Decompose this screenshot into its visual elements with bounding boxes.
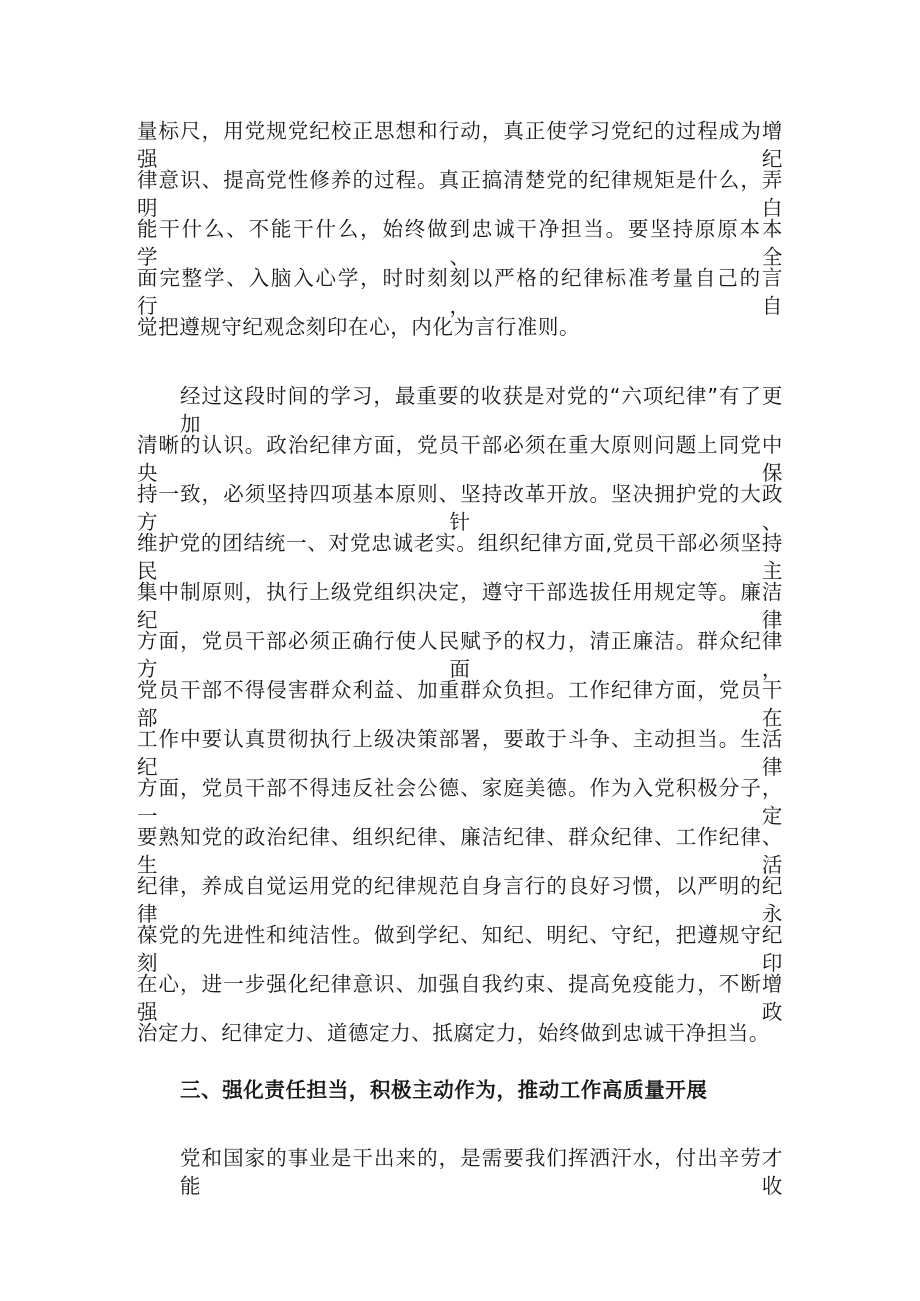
paragraph-2-line-6: 方面，党员干部必须正确行使人民赋予的权力，清正廉洁。群众纪律方面， [137,629,783,681]
paragraph-2-line-13: 在心，进一步强化纪律意识、加强自我约束、提高免疫能力，不断增强政 [137,972,783,1024]
paragraph-1-line-5: 觉把遵规守纪观念刻印在心，内化为言行准则。 [137,315,581,339]
paragraph-1-line-3: 能干什么、不能干什么，始终做到忠诚干净担当。要坚持原原本本学、全 [137,217,783,269]
paragraph-2-line-4: 维护党的团结统一、对党忠诚老实。组织纪律方面,党员干部必须坚持民主 [137,531,783,583]
paragraph-2-line-8: 工作中要认真贯彻执行上级决策部署，要敢于斗争、主动担当。生活纪律 [137,727,783,779]
paragraph-2-line-2: 清晰的认识。政治纪律方面，党员干部必须在重大原则问题上同党中央保 [137,433,783,485]
paragraph-1-line-2: 律意识、提高党性修养的过程。真正搞清楚党的纪律规矩是什么，弄明白 [137,168,783,220]
paragraph-2-line-11: 纪律，养成自觉运用党的纪律规范自身言行的良好习惯，以严明的纪律永 [137,874,783,926]
paragraph-2-line-5: 集中制原则，执行上级党组织决定，遵守干部选拔任用规定等。廉洁纪律 [137,580,783,632]
paragraph-2-line-12: 葆党的先进性和纯洁性。做到学纪、知纪、明纪、守纪，把遵规守纪刻印 [137,923,783,975]
paragraph-3-line-1: 党和国家的事业是干出来的，是需要我们挥洒汗水，付出辛劳才能收 [180,1146,783,1198]
paragraph-2-line-1: 经过这段时间的学习，最重要的收获是对党的“六项纪律”有了更加 [180,384,783,436]
section-heading-3: 三、强化责任担当，积极主动作为，推动工作高质量开展 [180,1078,708,1102]
paragraph-2-line-7: 党员干部不得侵害群众利益、加重群众负担。工作纪律方面，党员干部在 [137,678,783,730]
paragraph-2-line-10: 要熟知党的政治纪律、组织纪律、廉洁纪律、群众纪律、工作纪律、生活 [137,825,783,877]
paragraph-1-line-4: 面完整学、入脑入心学，时时刻刻以严格的纪律标准考量自己的言行，自 [137,266,783,318]
paragraph-1-line-1: 量标尺，用党规党纪校正思想和行动，真正使学习党纪的过程成为增强纪 [137,119,783,171]
paragraph-2-line-9: 方面，党员干部不得违反社会公德、家庭美德。作为入党积极分子，一定 [137,776,783,828]
paragraph-2-line-3: 持一致，必须坚持四项基本原则、坚持改革开放。坚决拥护党的大政方针、 [137,482,783,534]
paragraph-2-line-14: 治定力、纪律定力、道德定力、抵腐定力，始终做到忠诚干净担当。 [137,1021,770,1045]
